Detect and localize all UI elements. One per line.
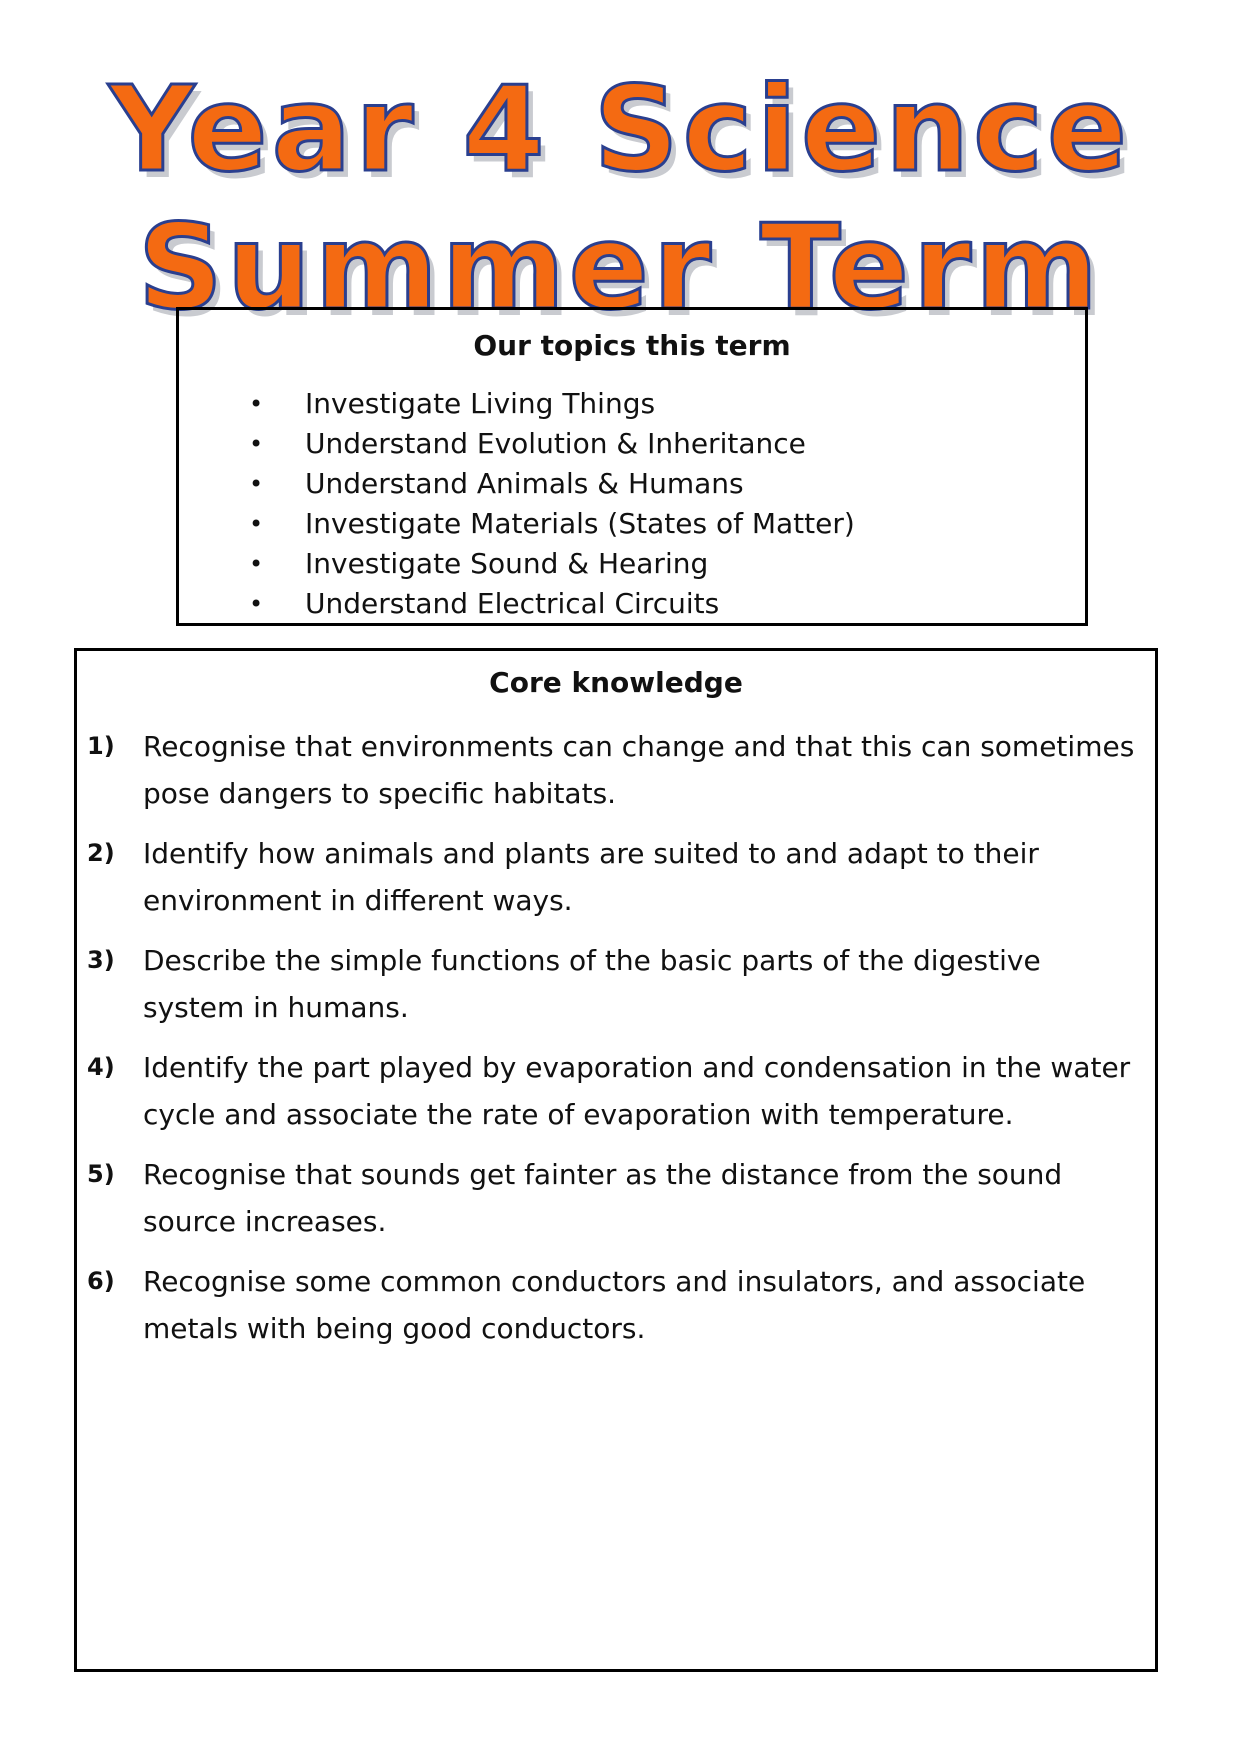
core-item (77, 937, 1155, 1031)
core-knowledge-list (77, 723, 1155, 1352)
topic-text: Investigate Materials (States of Matter) (305, 507, 855, 540)
core-item-text: Describe the simple functions of the basic parts of the digestive system in humans. (143, 944, 1041, 1024)
topic-text: Understand Animals & Humans (305, 467, 744, 500)
bullet-icon: • (249, 430, 264, 458)
topic-text: Understand Electrical Circuits (305, 587, 720, 620)
topic-item (179, 384, 1085, 424)
topics-heading: Our topics this term (473, 329, 791, 362)
topic-item (179, 504, 1085, 544)
core-item (77, 1151, 1155, 1245)
core-knowledge-box (74, 648, 1158, 1672)
core-item-text: Identify the part played by evaporation and condensation in the water cycle and associate the rate of evaporation with temperature. (143, 1051, 1131, 1131)
topic-text: Investigate Sound & Hearing (305, 547, 709, 580)
core-item (77, 1044, 1155, 1138)
core-item (77, 830, 1155, 924)
topics-box (176, 307, 1088, 626)
topics-list (179, 384, 1085, 624)
page-title (0, 60, 1240, 336)
bullet-icon: • (249, 390, 264, 418)
core-item-number: 6) (87, 1267, 115, 1295)
topic-item (179, 464, 1085, 504)
topic-item (179, 424, 1085, 464)
core-item-text: Recognise that environments can change and that this can sometimes pose dangers to specific habitats. (143, 730, 1135, 810)
bullet-icon: • (249, 470, 264, 498)
core-item (77, 1258, 1155, 1352)
topic-item (179, 584, 1085, 624)
core-item-number: 1) (87, 732, 115, 760)
core-item-text: Recognise that sounds get fainter as the distance from the sound source increases. (143, 1158, 1063, 1238)
topic-text: Understand Evolution & Inheritance (305, 427, 806, 460)
bullet-icon: • (249, 590, 264, 618)
core-item-number: 3) (87, 946, 115, 974)
core-item-number: 5) (87, 1160, 115, 1188)
title-line-2: Summer Term (137, 198, 1103, 336)
bullet-icon: • (249, 510, 264, 538)
bullet-icon: • (249, 550, 264, 578)
core-item (77, 723, 1155, 817)
topic-text: Investigate Living Things (305, 387, 656, 420)
core-item-text: Identify how animals and plants are suited to and adapt to their environment in different ways. (143, 837, 1039, 917)
core-knowledge-heading: Core knowledge (489, 666, 743, 699)
topic-item (179, 544, 1085, 584)
core-item-text: Recognise some common conductors and insulators, and associate metals with being good conductors. (143, 1265, 1086, 1345)
title-line-1: Year 4 Science (108, 60, 1132, 198)
core-item-number: 4) (87, 1053, 115, 1081)
core-item-number: 2) (87, 839, 115, 867)
